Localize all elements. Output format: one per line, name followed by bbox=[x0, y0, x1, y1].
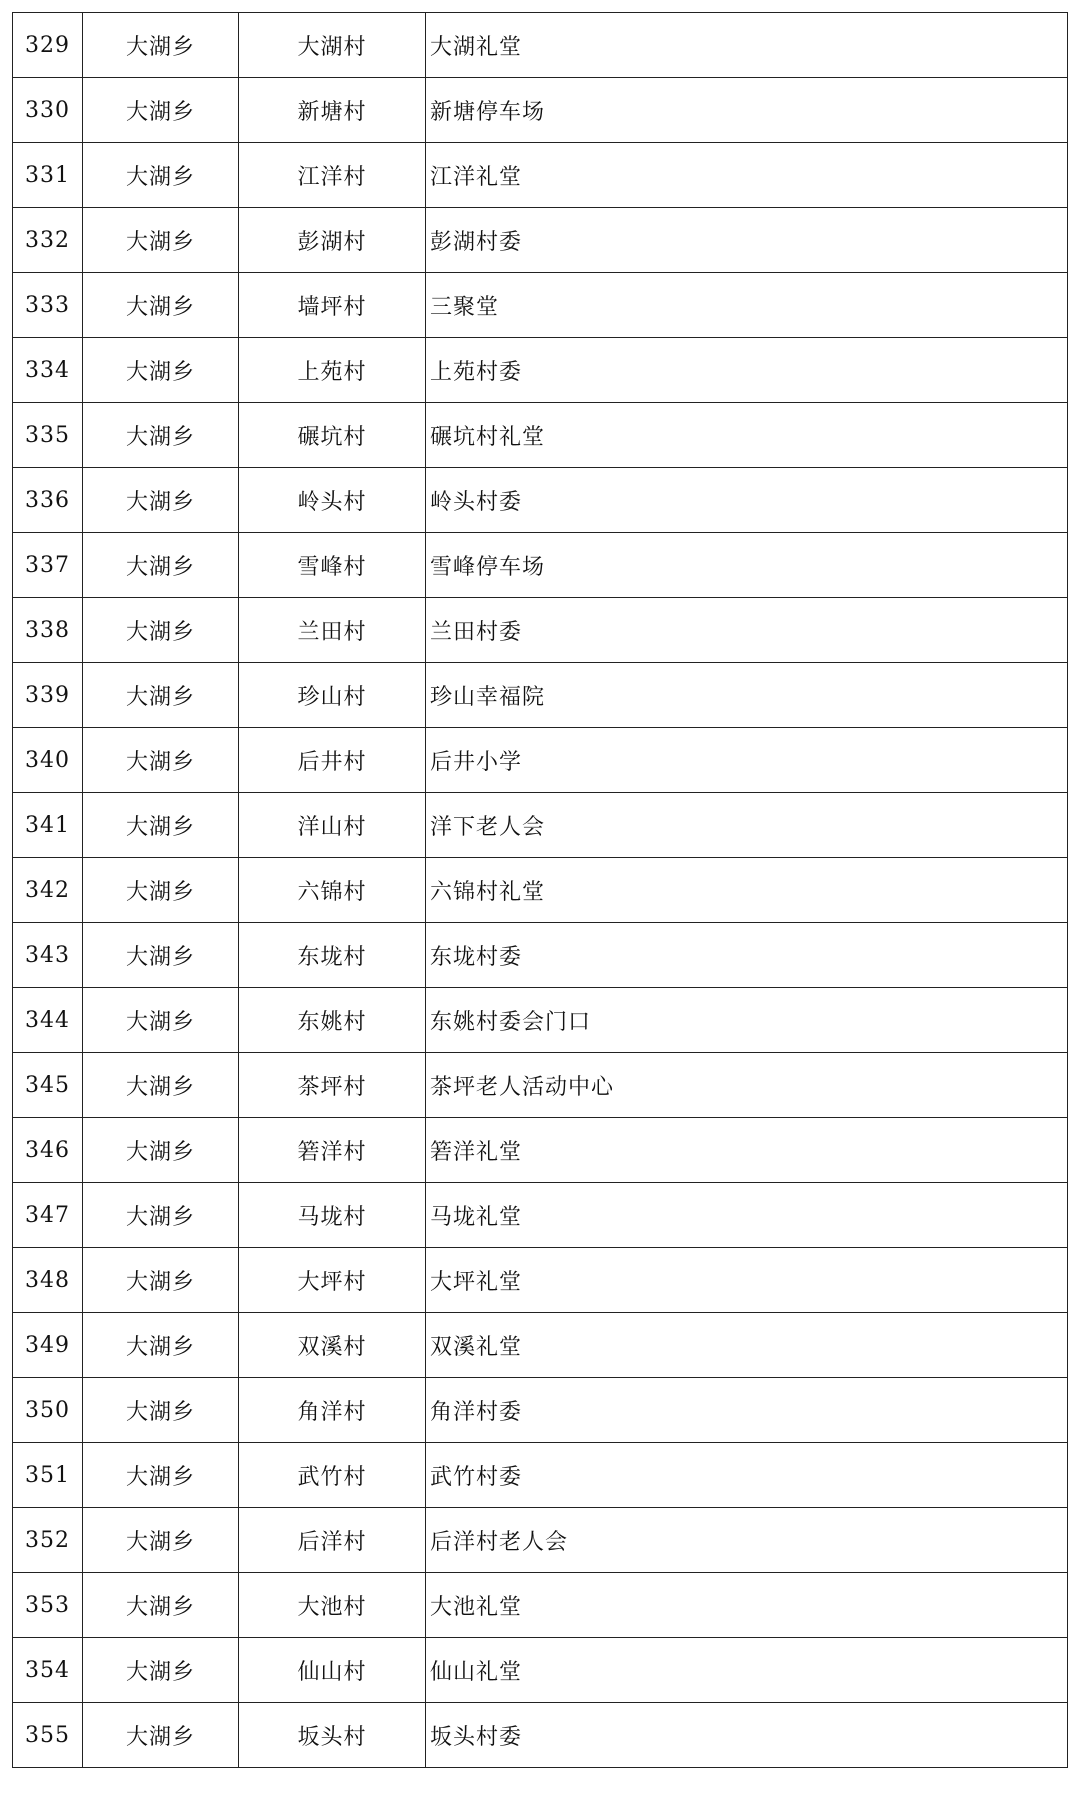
village-cell: 仙山村 bbox=[239, 1638, 426, 1703]
row-number-cell: 334 bbox=[13, 338, 83, 403]
location-cell: 兰田村委 bbox=[426, 598, 1068, 663]
location-cell: 大坪礼堂 bbox=[426, 1248, 1068, 1313]
village-cell: 后洋村 bbox=[239, 1508, 426, 1573]
table-row bbox=[13, 728, 1068, 793]
row-number-cell: 330 bbox=[13, 78, 83, 143]
row-number-cell: 349 bbox=[13, 1313, 83, 1378]
table-row bbox=[13, 1703, 1068, 1768]
row-number-cell: 345 bbox=[13, 1053, 83, 1118]
location-cell: 角洋村委 bbox=[426, 1378, 1068, 1443]
village-cell: 墙坪村 bbox=[239, 273, 426, 338]
township-cell: 大湖乡 bbox=[83, 403, 239, 468]
village-cell: 碾坑村 bbox=[239, 403, 426, 468]
location-cell: 彭湖村委 bbox=[426, 208, 1068, 273]
table-row bbox=[13, 1053, 1068, 1118]
village-cell: 坂头村 bbox=[239, 1703, 426, 1768]
township-cell: 大湖乡 bbox=[83, 1638, 239, 1703]
township-cell: 大湖乡 bbox=[83, 533, 239, 598]
township-cell: 大湖乡 bbox=[83, 1183, 239, 1248]
township-cell: 大湖乡 bbox=[83, 1248, 239, 1313]
location-cell: 后井小学 bbox=[426, 728, 1068, 793]
location-cell: 雪峰停车场 bbox=[426, 533, 1068, 598]
row-number-cell: 343 bbox=[13, 923, 83, 988]
location-cell: 箬洋礼堂 bbox=[426, 1118, 1068, 1183]
row-number-cell: 351 bbox=[13, 1443, 83, 1508]
township-cell: 大湖乡 bbox=[83, 793, 239, 858]
location-table bbox=[12, 12, 1068, 1768]
village-cell: 东姚村 bbox=[239, 988, 426, 1053]
table-row bbox=[13, 988, 1068, 1053]
table-row bbox=[13, 1118, 1068, 1183]
location-cell: 双溪礼堂 bbox=[426, 1313, 1068, 1378]
table-row bbox=[13, 533, 1068, 598]
table-row bbox=[13, 1443, 1068, 1508]
location-cell: 后洋村老人会 bbox=[426, 1508, 1068, 1573]
table-row bbox=[13, 923, 1068, 988]
township-cell: 大湖乡 bbox=[83, 1313, 239, 1378]
table-row bbox=[13, 1508, 1068, 1573]
location-cell: 碾坑村礼堂 bbox=[426, 403, 1068, 468]
table-row bbox=[13, 793, 1068, 858]
row-number-cell: 340 bbox=[13, 728, 83, 793]
location-cell: 武竹村委 bbox=[426, 1443, 1068, 1508]
village-cell: 武竹村 bbox=[239, 1443, 426, 1508]
village-cell: 后井村 bbox=[239, 728, 426, 793]
location-cell: 茶坪老人活动中心 bbox=[426, 1053, 1068, 1118]
table-row bbox=[13, 1248, 1068, 1313]
village-cell: 大池村 bbox=[239, 1573, 426, 1638]
row-number-cell: 342 bbox=[13, 858, 83, 923]
row-number-cell: 332 bbox=[13, 208, 83, 273]
village-cell: 岭头村 bbox=[239, 468, 426, 533]
table-row bbox=[13, 1378, 1068, 1443]
village-cell: 大湖村 bbox=[239, 13, 426, 78]
row-number-cell: 337 bbox=[13, 533, 83, 598]
township-cell: 大湖乡 bbox=[83, 338, 239, 403]
village-cell: 箬洋村 bbox=[239, 1118, 426, 1183]
location-cell: 新塘停车场 bbox=[426, 78, 1068, 143]
location-cell: 东垅村委 bbox=[426, 923, 1068, 988]
village-cell: 兰田村 bbox=[239, 598, 426, 663]
table-row bbox=[13, 598, 1068, 663]
village-cell: 马垅村 bbox=[239, 1183, 426, 1248]
table-row bbox=[13, 1573, 1068, 1638]
location-cell: 大湖礼堂 bbox=[426, 13, 1068, 78]
row-number-cell: 353 bbox=[13, 1573, 83, 1638]
village-cell: 双溪村 bbox=[239, 1313, 426, 1378]
location-cell: 洋下老人会 bbox=[426, 793, 1068, 858]
township-cell: 大湖乡 bbox=[83, 78, 239, 143]
village-cell: 雪峰村 bbox=[239, 533, 426, 598]
row-number-cell: 329 bbox=[13, 13, 83, 78]
village-cell: 彭湖村 bbox=[239, 208, 426, 273]
township-cell: 大湖乡 bbox=[83, 728, 239, 793]
township-cell: 大湖乡 bbox=[83, 1118, 239, 1183]
location-cell: 大池礼堂 bbox=[426, 1573, 1068, 1638]
township-cell: 大湖乡 bbox=[83, 1573, 239, 1638]
village-cell: 珍山村 bbox=[239, 663, 426, 728]
row-number-cell: 352 bbox=[13, 1508, 83, 1573]
township-cell: 大湖乡 bbox=[83, 13, 239, 78]
table-row bbox=[13, 143, 1068, 208]
township-cell: 大湖乡 bbox=[83, 598, 239, 663]
table-row bbox=[13, 1183, 1068, 1248]
row-number-cell: 331 bbox=[13, 143, 83, 208]
row-number-cell: 347 bbox=[13, 1183, 83, 1248]
table-row bbox=[13, 858, 1068, 923]
village-cell: 上苑村 bbox=[239, 338, 426, 403]
table-body bbox=[13, 13, 1068, 1768]
table-row bbox=[13, 78, 1068, 143]
township-cell: 大湖乡 bbox=[83, 1703, 239, 1768]
row-number-cell: 336 bbox=[13, 468, 83, 533]
row-number-cell: 346 bbox=[13, 1118, 83, 1183]
village-cell: 六锦村 bbox=[239, 858, 426, 923]
location-cell: 东姚村委会门口 bbox=[426, 988, 1068, 1053]
location-cell: 江洋礼堂 bbox=[426, 143, 1068, 208]
location-cell: 马垅礼堂 bbox=[426, 1183, 1068, 1248]
location-cell: 六锦村礼堂 bbox=[426, 858, 1068, 923]
row-number-cell: 350 bbox=[13, 1378, 83, 1443]
table-row bbox=[13, 338, 1068, 403]
village-cell: 新塘村 bbox=[239, 78, 426, 143]
table-row bbox=[13, 208, 1068, 273]
table-row bbox=[13, 1638, 1068, 1703]
table-row bbox=[13, 273, 1068, 338]
location-cell: 上苑村委 bbox=[426, 338, 1068, 403]
table-row bbox=[13, 403, 1068, 468]
location-cell: 坂头村委 bbox=[426, 1703, 1068, 1768]
township-cell: 大湖乡 bbox=[83, 858, 239, 923]
township-cell: 大湖乡 bbox=[83, 208, 239, 273]
township-cell: 大湖乡 bbox=[83, 468, 239, 533]
township-cell: 大湖乡 bbox=[83, 273, 239, 338]
row-number-cell: 355 bbox=[13, 1703, 83, 1768]
row-number-cell: 344 bbox=[13, 988, 83, 1053]
township-cell: 大湖乡 bbox=[83, 988, 239, 1053]
location-cell: 三聚堂 bbox=[426, 273, 1068, 338]
village-cell: 大坪村 bbox=[239, 1248, 426, 1313]
township-cell: 大湖乡 bbox=[83, 923, 239, 988]
table-row bbox=[13, 1313, 1068, 1378]
village-cell: 茶坪村 bbox=[239, 1053, 426, 1118]
village-cell: 江洋村 bbox=[239, 143, 426, 208]
village-cell: 东垅村 bbox=[239, 923, 426, 988]
row-number-cell: 333 bbox=[13, 273, 83, 338]
row-number-cell: 348 bbox=[13, 1248, 83, 1313]
village-cell: 洋山村 bbox=[239, 793, 426, 858]
table-row bbox=[13, 663, 1068, 728]
location-cell: 珍山幸福院 bbox=[426, 663, 1068, 728]
township-cell: 大湖乡 bbox=[83, 663, 239, 728]
township-cell: 大湖乡 bbox=[83, 1378, 239, 1443]
row-number-cell: 339 bbox=[13, 663, 83, 728]
row-number-cell: 335 bbox=[13, 403, 83, 468]
row-number-cell: 341 bbox=[13, 793, 83, 858]
township-cell: 大湖乡 bbox=[83, 1053, 239, 1118]
table-row bbox=[13, 468, 1068, 533]
row-number-cell: 354 bbox=[13, 1638, 83, 1703]
township-cell: 大湖乡 bbox=[83, 1443, 239, 1508]
village-cell: 角洋村 bbox=[239, 1378, 426, 1443]
township-cell: 大湖乡 bbox=[83, 143, 239, 208]
location-cell: 仙山礼堂 bbox=[426, 1638, 1068, 1703]
location-cell: 岭头村委 bbox=[426, 468, 1068, 533]
township-cell: 大湖乡 bbox=[83, 1508, 239, 1573]
row-number-cell: 338 bbox=[13, 598, 83, 663]
table-row bbox=[13, 13, 1068, 78]
